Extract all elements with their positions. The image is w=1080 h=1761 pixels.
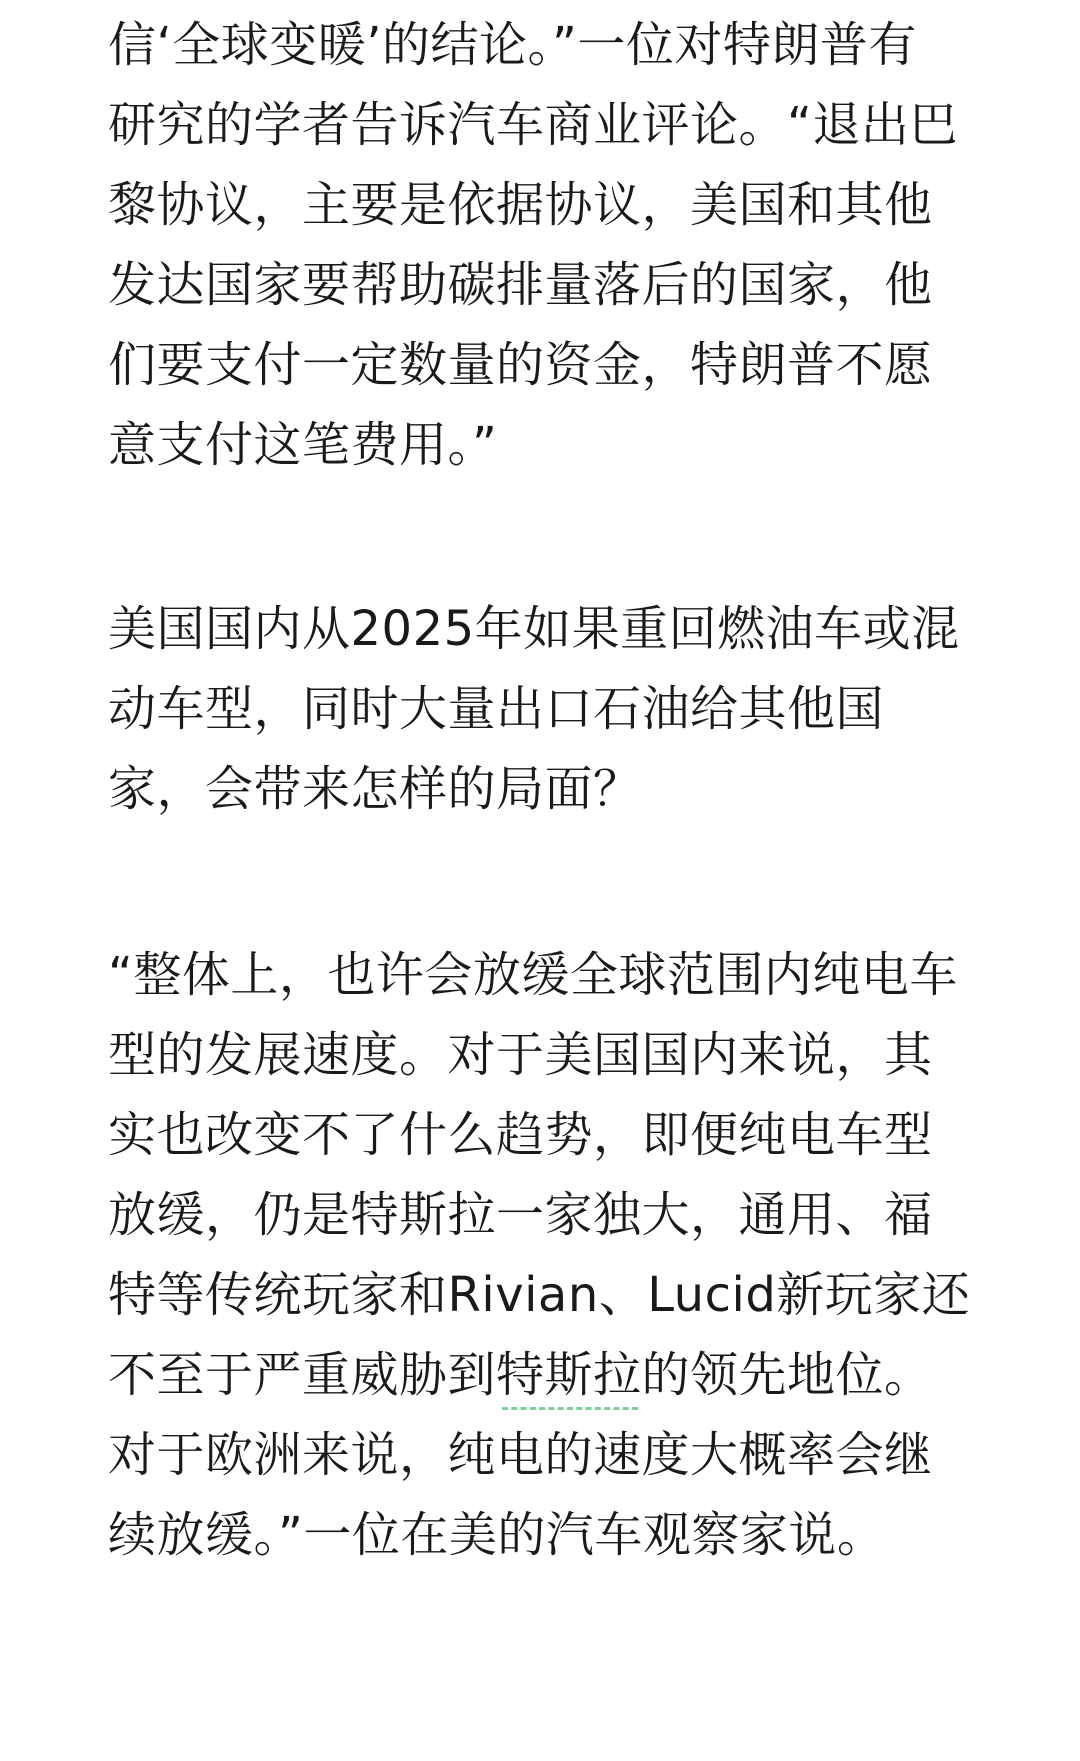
text-line: “整体上，也许会放缓全球范围内纯电车 <box>108 947 958 1003</box>
text-line: 对于欧洲来说，纯电的速度大概率会继 <box>108 1427 933 1483</box>
text-line: 黎协议，主要是依据协议，美国和其他 <box>108 177 933 233</box>
text-line: 实也改变不了什么趋势，即便纯电车型 <box>108 1107 933 1163</box>
text-line: 信‘全球变暖’的结论。”一位对特朗普有 <box>108 17 917 73</box>
text-line: 家，会带来怎样的局面？ <box>108 761 642 817</box>
text-line: 动车型，同时大量出口石油给其他国 <box>108 681 885 737</box>
text-line-with-keyword <box>108 1330 933 1420</box>
text-line: 美国国内从2025年如果重回燃油车或混 <box>108 601 960 657</box>
text-line: 意支付这笔费用。” <box>108 417 498 473</box>
text-line: 型的发展速度。对于美国国内来说，其 <box>108 1027 933 1083</box>
text-line: 发达国家要帮助碳排量落后的国家，他 <box>108 257 933 313</box>
text-segment: 的领先地位。 <box>641 1347 933 1403</box>
text-line: 放缓，仍是特斯拉一家独大，通用、福 <box>108 1187 933 1243</box>
keyword-link-tesla[interactable]: 特斯拉 <box>496 1330 642 1420</box>
text-line: 研究的学者告诉汽车商业评论。“退出巴 <box>108 97 958 153</box>
text-line: 续放缓。”一位在美的汽车观察家说。 <box>108 1507 886 1563</box>
text-segment: 不至于严重威胁到 <box>108 1347 497 1403</box>
text-line: 们要支付一定数量的资金，特朗普不愿 <box>108 337 933 393</box>
text-line: 特等传统玩家和Rivian、Lucid新玩家还 <box>108 1267 971 1323</box>
